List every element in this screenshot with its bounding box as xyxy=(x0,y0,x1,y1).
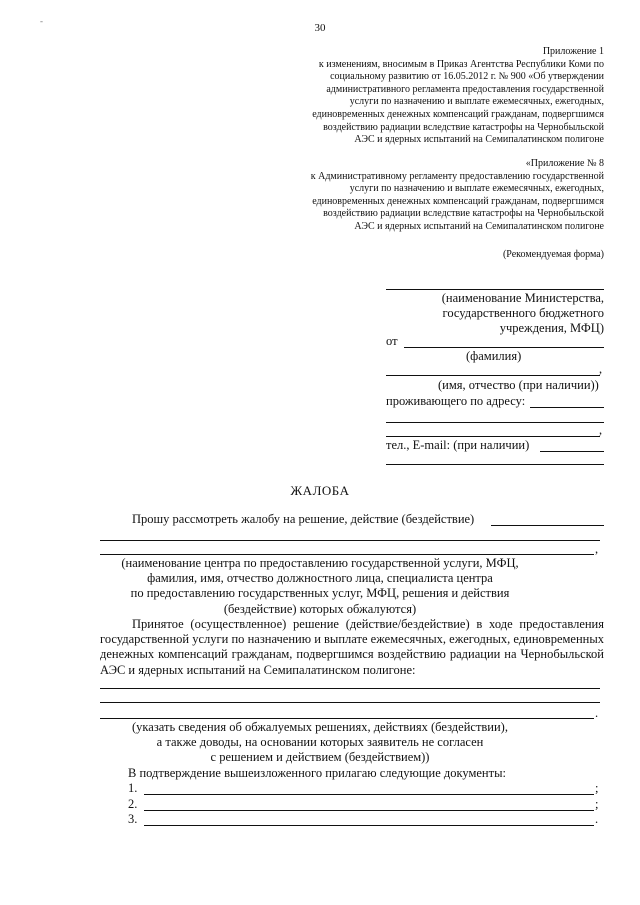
from-label: от xyxy=(386,334,398,348)
appendix-1-line: к изменениям, вносимым в Приказ Агентства Республики Коми по xyxy=(318,58,604,70)
center-caption xyxy=(100,556,540,617)
document-title: ЖАЛОБА xyxy=(290,483,350,498)
page-number: 30 xyxy=(314,22,326,34)
address-field-line-3[interactable] xyxy=(386,436,600,437)
period: . xyxy=(595,812,599,826)
appendix-1-block xyxy=(312,46,604,147)
comma: , xyxy=(599,362,603,376)
semicolon: ; xyxy=(595,797,599,811)
grounds-caption-line: с решением и действием (бездействием)) xyxy=(210,750,430,765)
corner-mark: - xyxy=(40,16,43,26)
grounds-field-line-1[interactable] xyxy=(100,688,600,689)
phone-field-line-1[interactable] xyxy=(540,451,604,452)
attachments-intro: В подтверждение вышеизложенного прилагаю следующие документы: xyxy=(128,766,506,780)
name-caption: (имя, отчество (при наличии)) xyxy=(438,378,599,392)
ministry-caption-line: государственного бюджетного xyxy=(442,306,604,320)
ministry-caption-line: учреждения, МФЦ) xyxy=(499,321,604,335)
address-field-line-1[interactable] xyxy=(530,407,604,408)
grounds-field-line-3[interactable] xyxy=(100,718,594,719)
ministry-caption-line: (наименование Министерства, xyxy=(441,291,604,305)
attachment-field-line-2[interactable] xyxy=(144,810,594,811)
grounds-caption-line: (указать сведения об обжалуемых решениях, действиях (бездействии), xyxy=(132,720,508,734)
period: . xyxy=(595,706,599,720)
address-field-line-2[interactable] xyxy=(386,422,604,423)
appendix-8-line: воздействию радиации вследствие катастрофы на Чернобыльской xyxy=(323,208,604,220)
appendix-1-line: административного регламента предоставления государственной xyxy=(326,83,604,95)
appendix-8-line: АЭС и ядерных испытаний на Семипалатинском полигоне xyxy=(354,220,604,232)
center-caption-line: (бездействие) которых обжалуются) xyxy=(223,601,417,616)
name-field-line[interactable] xyxy=(386,375,600,376)
decision-paragraph: Принятое (осуществленное) решение (действие/бездействие) в ходе предоставления государственной услуги по назначению и выплате ежемесячных, ежегодных, единовременных денежных компенсаций гражданам, подвергшимся воздействию радиации на Чернобыльской АЭС и ядерных испытаний на Семипалатинском полигоне: xyxy=(100,617,604,677)
appendix-1-heading: Приложение 1 xyxy=(542,46,604,57)
grounds-caption xyxy=(100,720,540,766)
recommended-form-label: (Рекомендуемая форма) xyxy=(502,249,604,260)
appendix-1-line: социальному развитию от 16.05.2012 г. № 900 «Об утверждении xyxy=(330,71,604,83)
center-caption-line: (наименование центра по предоставлению государственной услуги, МФЦ, xyxy=(121,556,519,570)
attachment-number: 1. xyxy=(128,781,138,795)
center-caption-line: по предоставлению государственных услуг, МФЦ, решения и действия xyxy=(130,586,510,601)
appendix-8-line: единовременных денежных компенсаций гражданам, подвергшимся xyxy=(312,195,604,207)
attachment-number: 3. xyxy=(128,812,138,826)
ministry-field-line[interactable] xyxy=(386,289,604,290)
appendix-1-line: АЭС и ядерных испытаний на Семипалатинском полигоне xyxy=(354,134,604,146)
semicolon: ; xyxy=(595,781,599,795)
ministry-caption xyxy=(442,291,604,336)
appendix-1-line: воздействию радиации вследствие катастрофы на Чернобыльской xyxy=(323,121,604,133)
appendix-8-heading: «Приложение № 8 xyxy=(525,158,604,169)
grounds-caption-line: а также доводы, на основании которых заявитель не согласен xyxy=(156,735,484,750)
attachment-field-line-3[interactable] xyxy=(144,825,594,826)
appendix-8-block xyxy=(311,158,604,234)
request-field-line-3[interactable] xyxy=(100,554,594,555)
appendix-8-line: к Административному регламенту предоставлению государственной xyxy=(310,170,604,182)
grounds-field-line-2[interactable] xyxy=(100,702,600,703)
appendix-8-line: услуги по назначению и выплате ежемесячных, ежегодных, xyxy=(349,183,604,195)
center-caption-line: фамилия, имя, отчество должностного лица, специалиста центра xyxy=(147,571,493,586)
attachment-field-line-1[interactable] xyxy=(144,794,594,795)
surname-field-line[interactable] xyxy=(404,347,604,348)
phone-field-line-2[interactable] xyxy=(386,464,604,465)
comma: , xyxy=(599,423,603,437)
appendix-1-line: услуги по назначению и выплате ежемесячных, ежегодных, xyxy=(349,96,604,108)
complaint-request: Прошу рассмотреть жалобу на решение, действие (бездействие) xyxy=(132,512,475,526)
phone-label: тел., E-mail: (при наличии) xyxy=(386,438,530,452)
comma: , xyxy=(595,542,599,556)
surname-caption: (фамилия) xyxy=(466,349,522,363)
attachment-number: 2. xyxy=(128,797,138,811)
request-field-line-2[interactable] xyxy=(100,540,600,541)
request-field-line-1[interactable] xyxy=(491,525,604,526)
address-label: проживающего по адресу: xyxy=(386,394,526,408)
appendix-1-line: единовременных денежных компенсаций гражданам, подвергшимся xyxy=(312,108,604,120)
